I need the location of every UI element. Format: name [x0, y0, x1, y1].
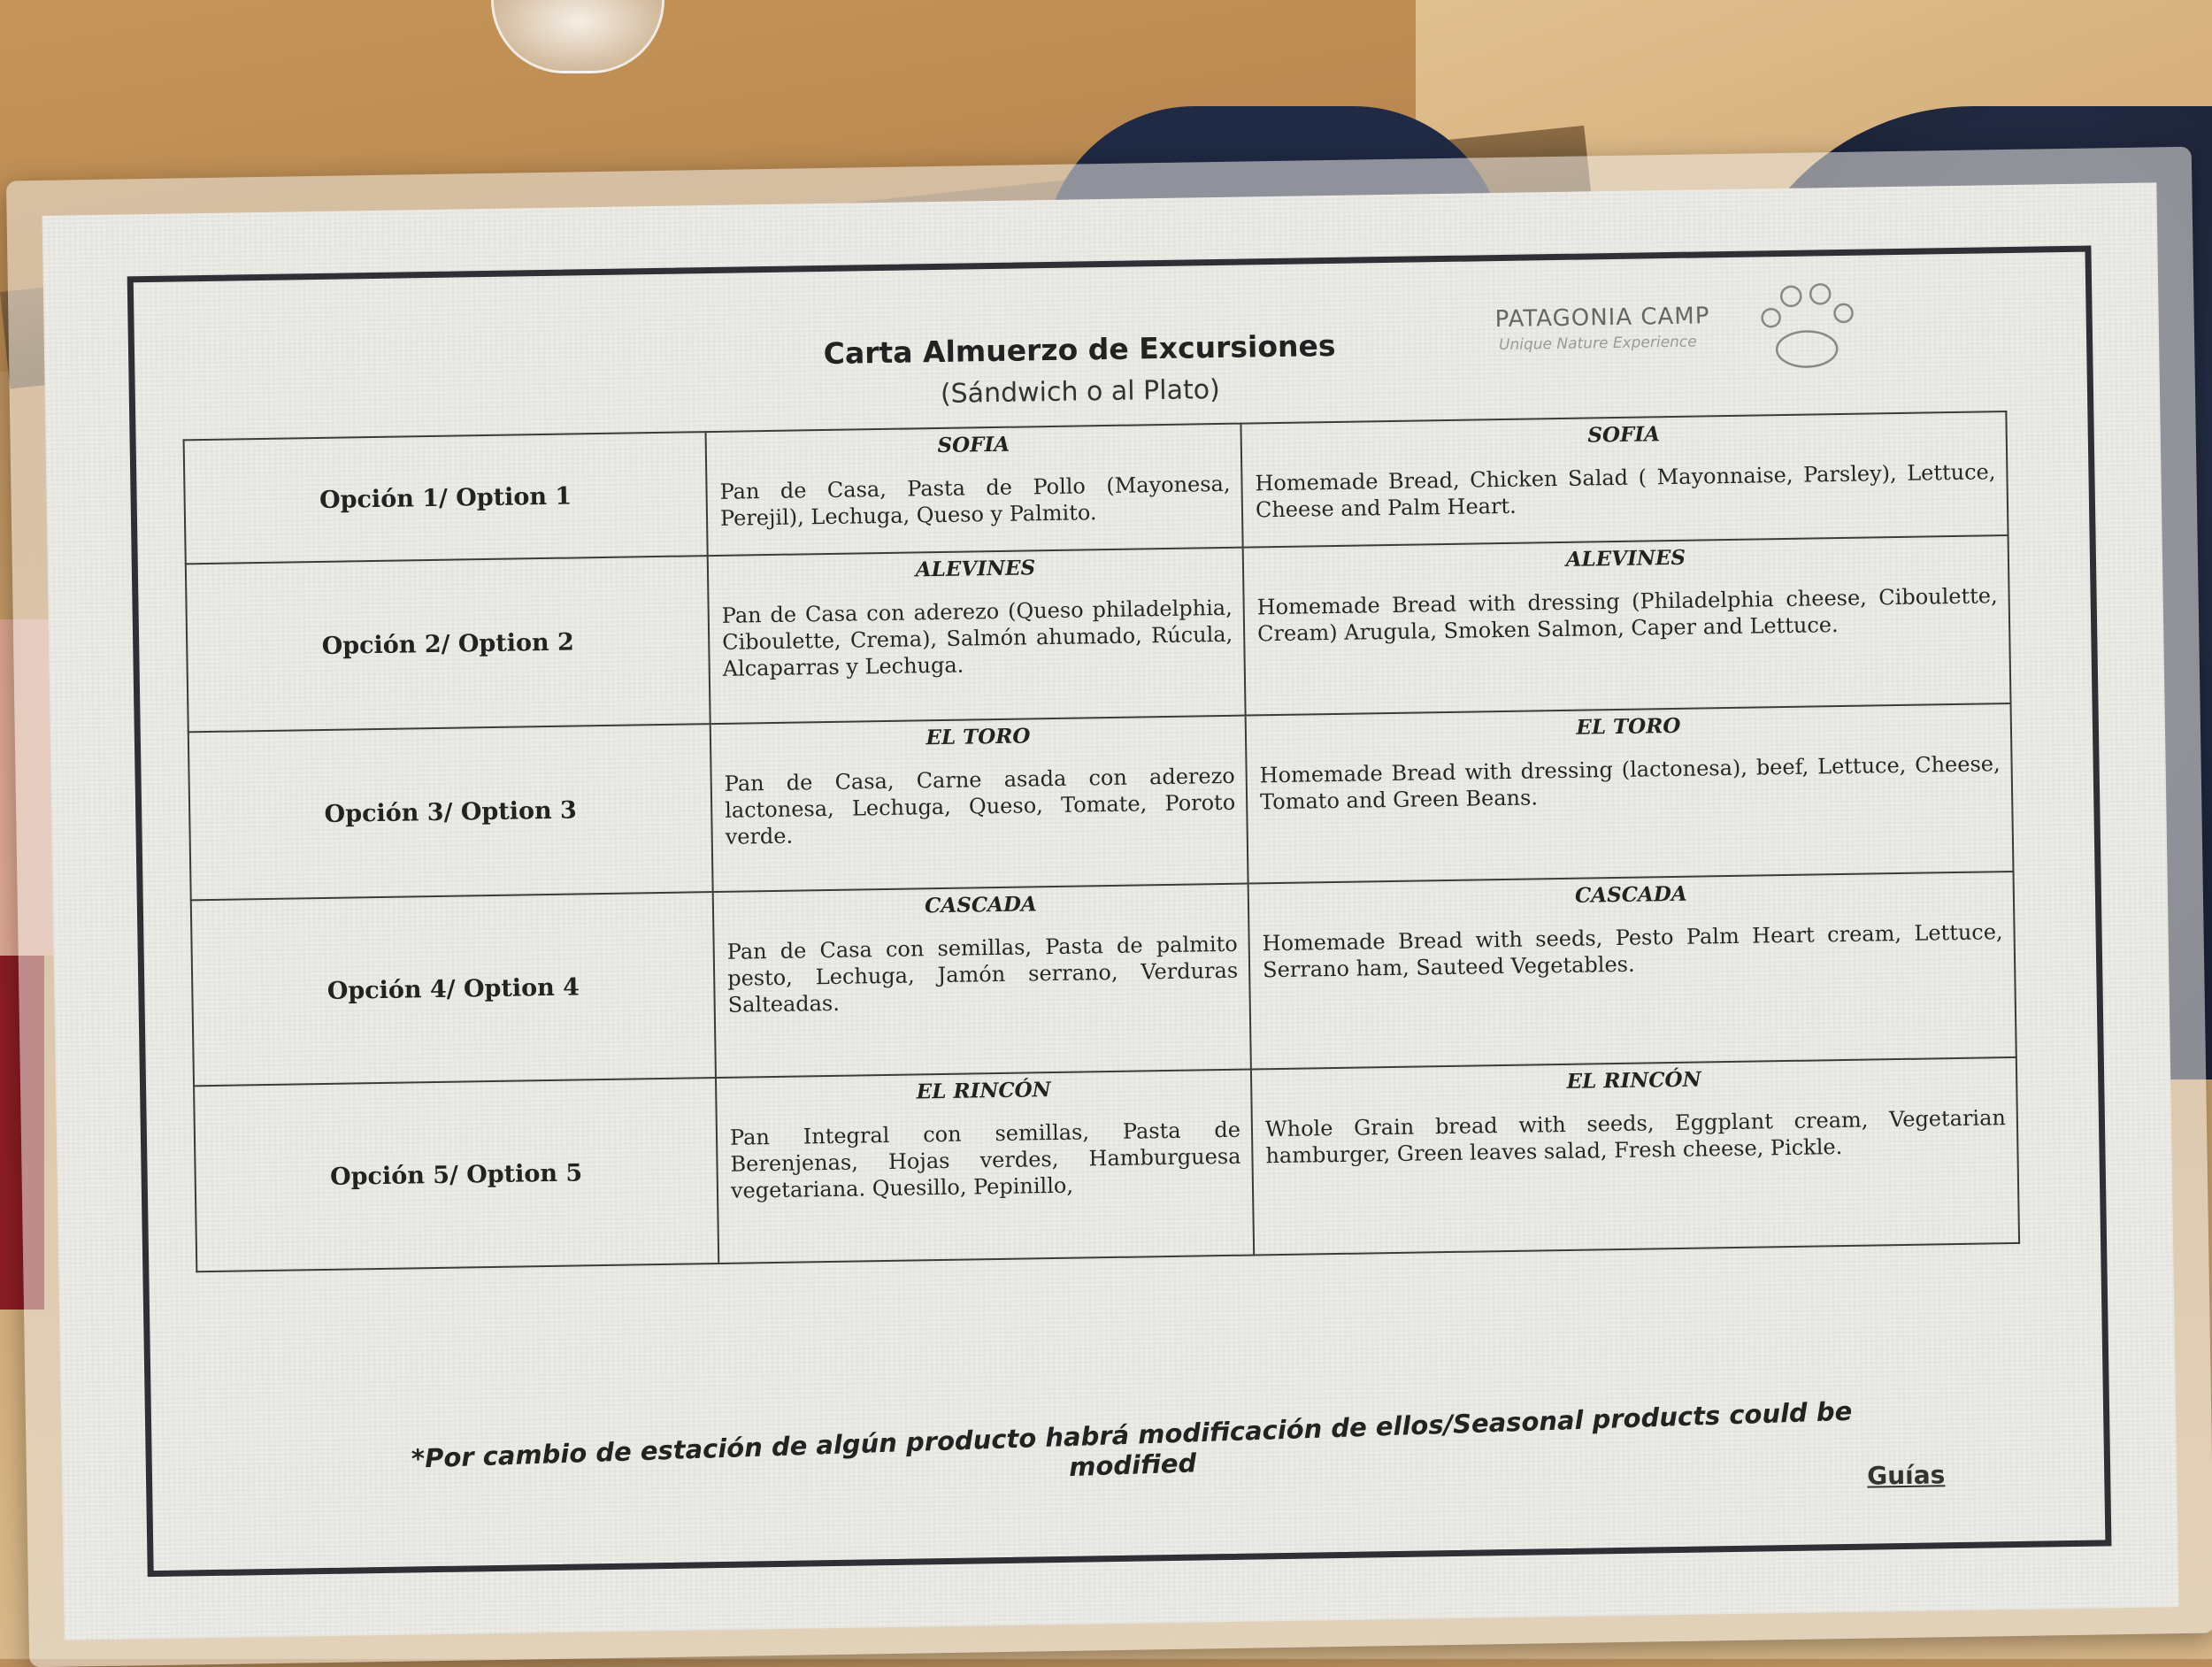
- option-label: Opción 3/ Option 3: [188, 724, 713, 900]
- dish-name: EL RINCÓN: [1566, 1067, 1701, 1094]
- dish-description: Homemade Bread, Chicken Salad ( Mayonnaise, Parsley), Lettuce, Cheese and Palm Heart.: [1255, 459, 1996, 523]
- menu-table: [183, 411, 2021, 1272]
- dish-name: EL RINCÓN: [916, 1078, 1051, 1104]
- dish-spanish: [708, 548, 1246, 724]
- table-row: [186, 535, 2011, 732]
- dish-name: EL TORO: [1576, 713, 1681, 740]
- dish-name: CASCADA: [924, 892, 1037, 918]
- laminated-menu-card: [6, 147, 2212, 1667]
- menu-title: Carta Almuerzo de Excursiones: [823, 327, 1336, 372]
- seasonal-footnote: *Por cambio de estación de algún producto habrá modificación de ellos/Seasonal products could be modified: [411, 1395, 1853, 1483]
- dish-spanish: [710, 716, 1248, 892]
- patagonia-camp-logo: [1494, 275, 1868, 379]
- dish-english: [1248, 872, 2016, 1070]
- signature-guias: Guías: [1866, 1460, 1946, 1491]
- dish-name: ALEVINES: [1565, 545, 1686, 572]
- dish-description: Homemade Bread with dressing (lactonesa), beef, Lettuce, Cheese, Tomato and Green Beans.: [1259, 751, 2001, 815]
- dish-name: SOFIA: [1587, 422, 1661, 448]
- dish-description: Homemade Bread with dressing (Philadelphia cheese, Ciboulette, Cream) Arugula, Smoken Salmon, Caper and Lettuce.: [1256, 583, 1998, 647]
- dish-description: Whole Grain bread with seeds, Eggplant cream, Vegetarian hamburger, Green leaves salad, Fresh cheese, Pickle.: [1264, 1105, 2007, 1169]
- dish-english: [1251, 1057, 2019, 1256]
- dish-description: Pan Integral con semillas, Pasta de Berenjenas, Hojas verdes, Hamburguesa vegetariana. Quesillo, Pepinillo,: [729, 1117, 1241, 1203]
- dish-description: Pan de Casa con aderezo (Queso philadelphia, Ciboulette, Crema), Salmón ahumado, Rúcula, Alcaparras y Lechuga.: [721, 595, 1233, 681]
- dish-spanish: [706, 424, 1243, 556]
- dish-name: CASCADA: [1574, 881, 1687, 908]
- table-row: [191, 872, 2016, 1086]
- option-label: Opción 4/ Option 4: [191, 892, 716, 1086]
- option-label: Opción 1/ Option 1: [184, 432, 708, 564]
- menu-paper: [42, 182, 2179, 1640]
- dish-spanish: [713, 884, 1251, 1078]
- table-row: [188, 703, 2014, 900]
- paw-print-icon: [1751, 275, 1868, 374]
- table-row: [194, 1057, 2019, 1271]
- dish-description: Homemade Bread with seeds, Pesto Palm Heart cream, Lettuce, Serrano ham, Sauteed Vegetables.: [1262, 919, 2003, 983]
- logo-name: PATAGONIA CAMP: [1494, 303, 1710, 334]
- option-label: Opción 5/ Option 5: [194, 1078, 718, 1271]
- dish-english: [1240, 411, 2008, 548]
- dish-english: [1246, 703, 2014, 884]
- logo-tagline: Unique Nature Experience: [1498, 333, 1697, 355]
- dish-english: [1243, 535, 2011, 716]
- dish-description: Pan de Casa, Pasta de Pollo (Mayonesa, Perejil), Lechuga, Queso y Palmito.: [719, 471, 1231, 531]
- dish-description: Pan de Casa, Carne asada con aderezo lactonesa, Lechuga, Queso, Tomate, Poroto verde.: [724, 763, 1236, 849]
- option-label: Opción 2/ Option 2: [186, 556, 710, 732]
- menu-subtitle: (Sándwich o al Plato): [940, 373, 1221, 410]
- dish-spanish: [716, 1070, 1254, 1264]
- dish-name: EL TORO: [926, 724, 1031, 750]
- dish-name: ALEVINES: [915, 556, 1036, 582]
- dish-description: Pan de Casa con semillas, Pasta de palmito pesto, Lechuga, Jamón serrano, Verduras Salteadas.: [726, 931, 1239, 1018]
- dish-name: SOFIA: [937, 432, 1010, 458]
